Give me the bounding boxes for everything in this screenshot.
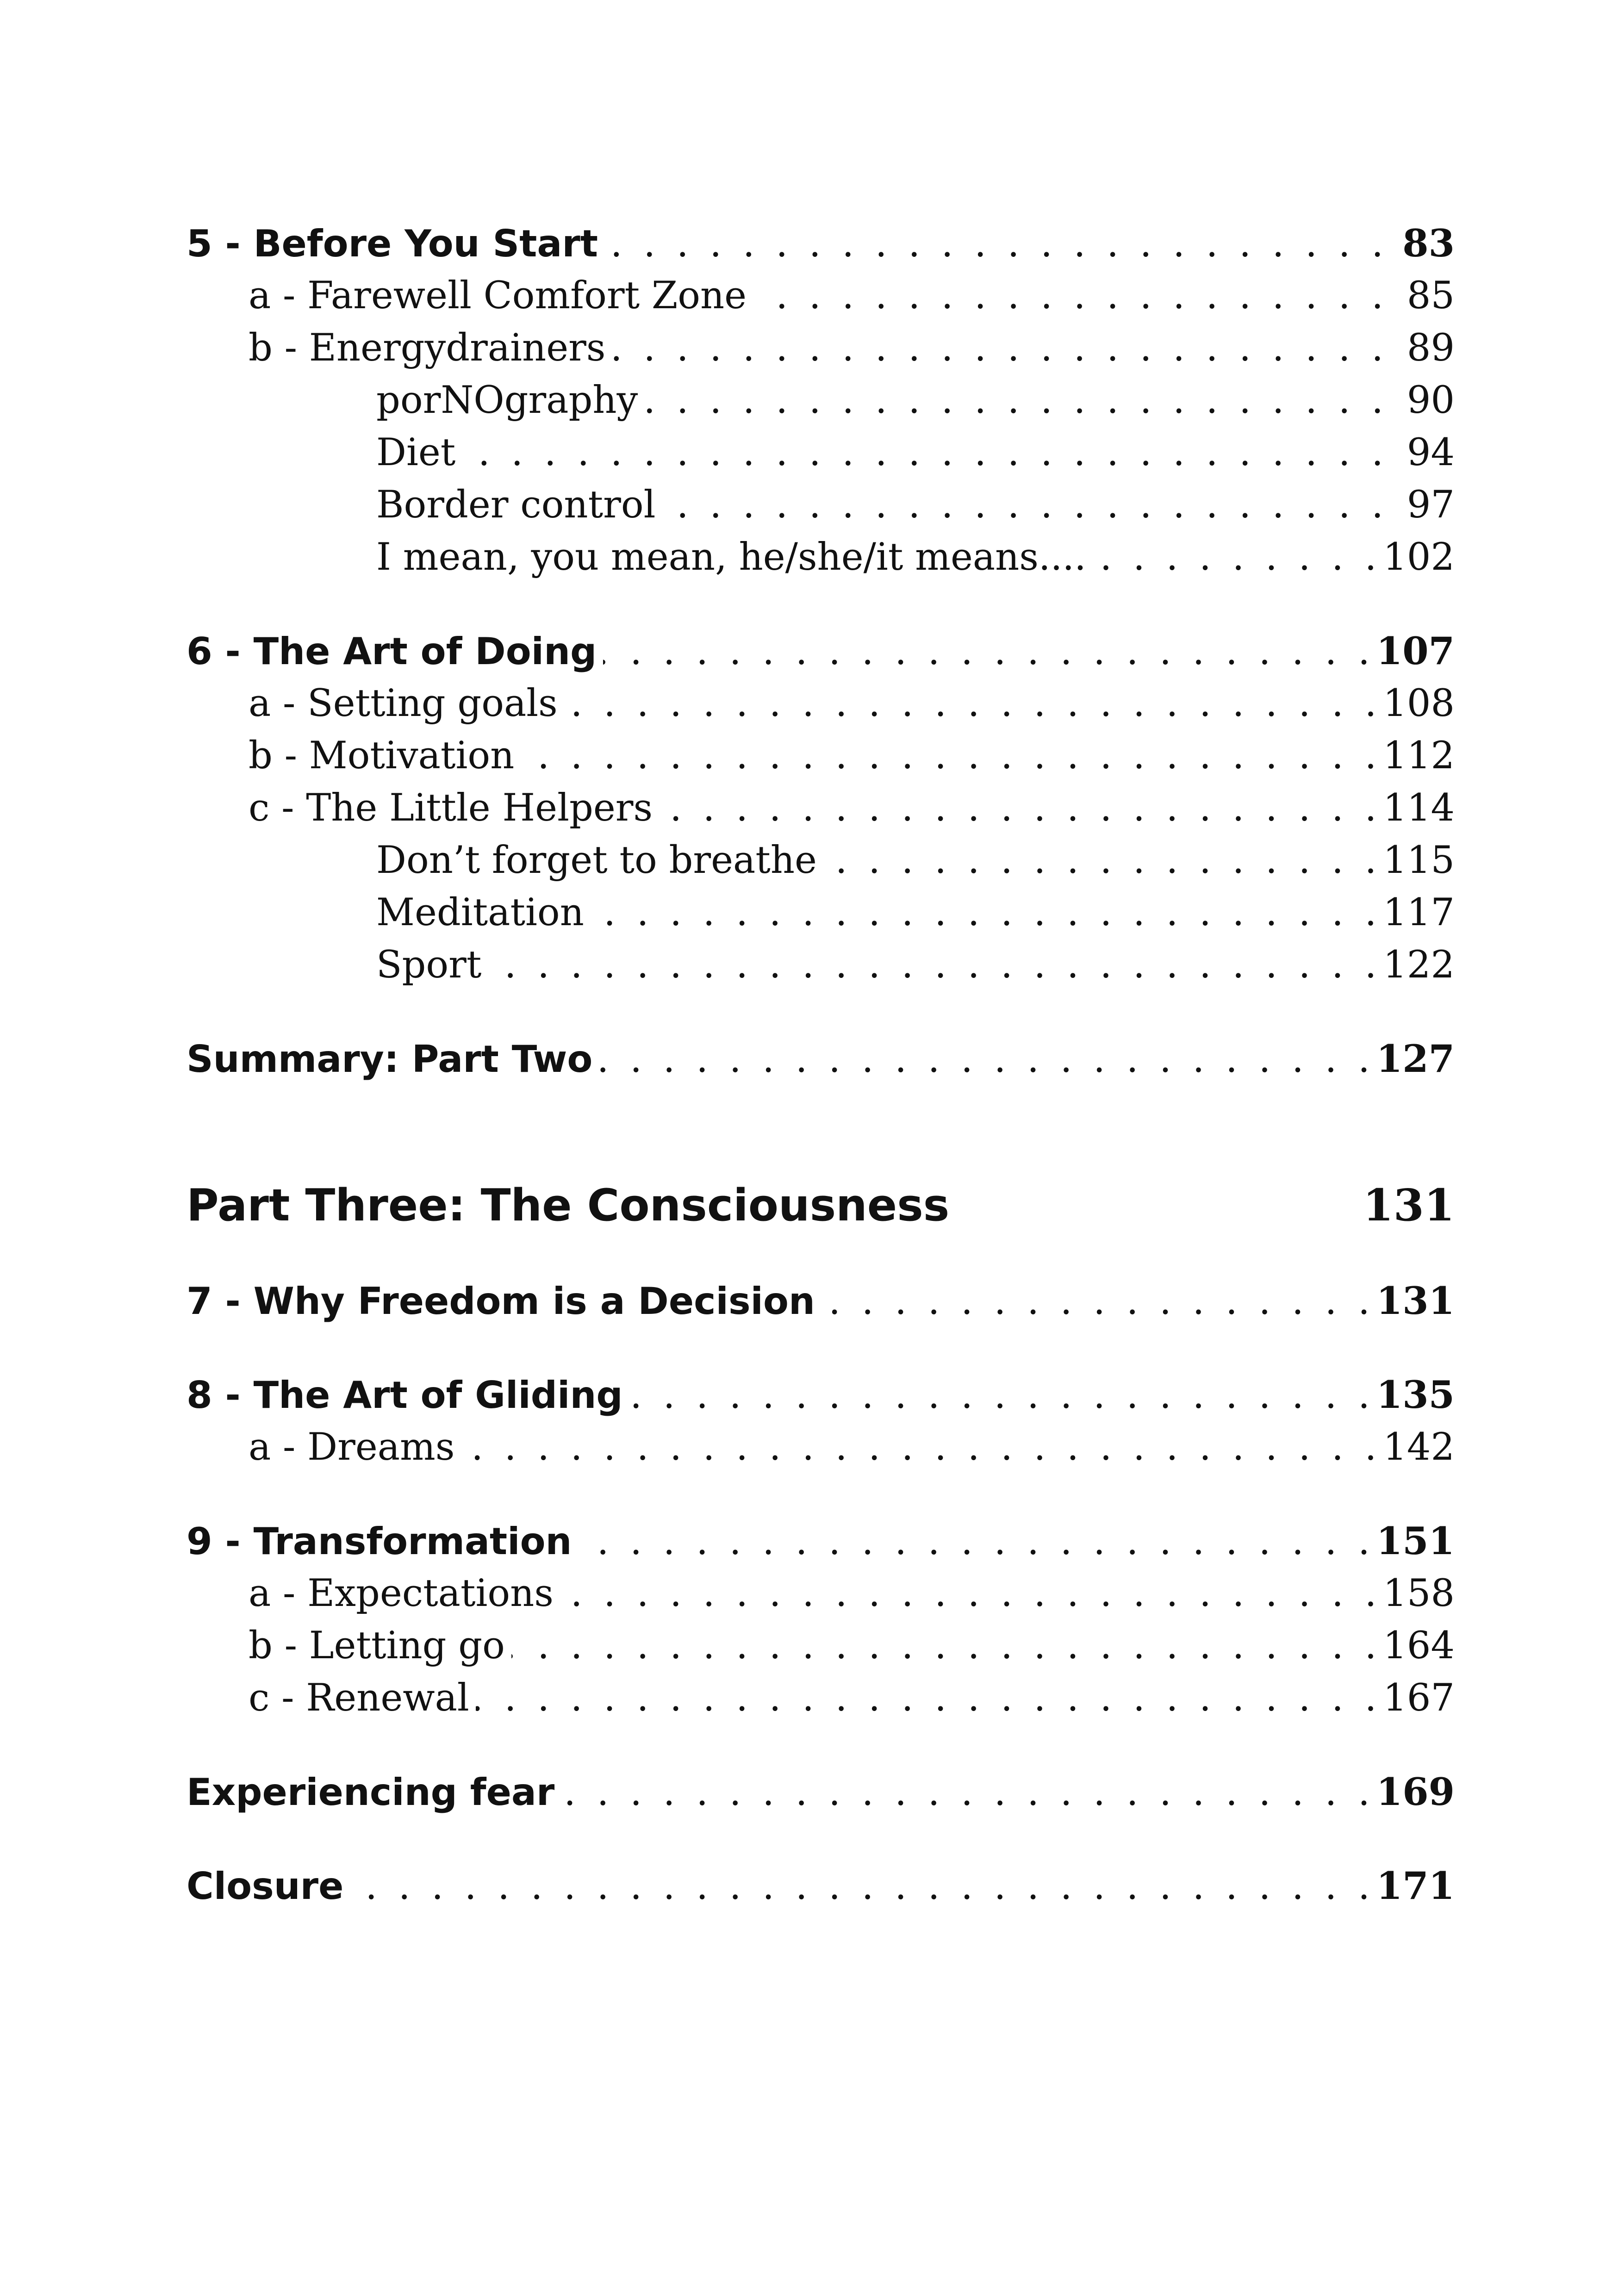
toc-entry-title: c - Renewal xyxy=(249,1676,469,1720)
toc-page-number: 158 xyxy=(1383,1572,1455,1615)
toc-page-number: 117 xyxy=(1383,891,1455,934)
leader-dots xyxy=(599,1033,1370,1086)
toc-page-number: 85 xyxy=(1406,274,1455,317)
toc-entry-title: a - Farewell Comfort Zone xyxy=(249,274,747,317)
leader-dots xyxy=(644,374,1383,427)
toc-section xyxy=(187,322,1455,374)
toc-section xyxy=(187,1421,1455,1474)
toc-chapter-6 xyxy=(187,625,1455,678)
leader-dots xyxy=(591,887,1377,939)
toc-page-number: 112 xyxy=(1383,734,1455,778)
toc-entry-title: Summary: Part Two xyxy=(187,1038,593,1081)
toc-experiencing-fear xyxy=(187,1766,1455,1818)
toc-page-number: 127 xyxy=(1376,1037,1455,1081)
toc-entry-title: I mean, you mean, he/she/it means.... xyxy=(376,535,1086,579)
toc-page-number: 167 xyxy=(1383,1676,1455,1720)
toc-page-number: 90 xyxy=(1406,379,1455,422)
toc-entry-title: Sport xyxy=(376,943,482,987)
toc-chapter-7 xyxy=(187,1275,1455,1327)
spacer xyxy=(187,1818,1455,1860)
toc-entry-title: b - Letting go xyxy=(249,1624,505,1668)
toc-page-number: 89 xyxy=(1406,326,1455,370)
toc-subsection xyxy=(187,887,1455,939)
leader-dots xyxy=(659,782,1376,834)
leader-dots xyxy=(579,1516,1370,1568)
toc-page-number: 135 xyxy=(1376,1373,1455,1417)
toc-entry-title: a - Expectations xyxy=(249,1572,554,1615)
leader-dots xyxy=(476,1672,1377,1724)
toc-entry-title: Don’t forget to breathe xyxy=(376,839,817,882)
toc-page-number: 169 xyxy=(1376,1770,1455,1814)
toc-entry-title: 9 - Transformation xyxy=(187,1520,572,1563)
leader-dots xyxy=(603,626,1370,678)
toc-page-number: 83 xyxy=(1402,222,1455,266)
toc-subsection xyxy=(187,531,1455,584)
toc-section xyxy=(187,782,1455,834)
leader-dots xyxy=(564,678,1377,730)
toc-entry-title: Diet xyxy=(376,431,456,474)
toc-entry-title: b - Energydrainers xyxy=(249,326,606,370)
spacer xyxy=(187,1724,1455,1766)
toc-entry-title: Meditation xyxy=(376,891,584,934)
toc-entry-title: a - Setting goals xyxy=(249,682,558,725)
toc-entry-title: 5 - Before You Start xyxy=(187,222,598,265)
leader-dots xyxy=(511,1620,1377,1672)
toc-page-number: 142 xyxy=(1383,1425,1455,1469)
leader-dots xyxy=(560,1568,1376,1620)
toc-section xyxy=(187,1672,1455,1724)
leader-dots xyxy=(604,218,1383,270)
toc-page-number: 108 xyxy=(1383,682,1455,725)
toc-page-number: 115 xyxy=(1383,839,1455,882)
toc-page-number: 114 xyxy=(1383,786,1455,830)
spacer xyxy=(187,1233,1455,1275)
table-of-contents xyxy=(187,218,1455,1912)
toc-summary-part-two xyxy=(187,1033,1455,1085)
toc-entry-title: b - Motivation xyxy=(249,734,515,778)
toc-entry-title: 8 - The Art of Gliding xyxy=(187,1374,623,1417)
toc-subsection xyxy=(187,427,1455,479)
toc-section xyxy=(187,678,1455,730)
part-title: Part Three: The Consciousness xyxy=(187,1180,950,1231)
leader-dots xyxy=(662,479,1383,531)
toc-entry-title: porNOgraphy xyxy=(376,379,638,422)
leader-dots xyxy=(561,1767,1370,1819)
toc-page-number: 131 xyxy=(1376,1279,1455,1323)
toc-subsection xyxy=(187,939,1455,991)
toc-chapter-9 xyxy=(187,1515,1455,1568)
toc-chapter-5 xyxy=(187,218,1455,270)
leader-dots xyxy=(1093,531,1376,584)
spacer xyxy=(187,1474,1455,1515)
toc-section xyxy=(187,1568,1455,1620)
spacer xyxy=(187,991,1455,1033)
leader-dots xyxy=(629,1369,1370,1422)
toc-page-number: 171 xyxy=(1376,1864,1455,1908)
toc-entry-title: a - Dreams xyxy=(249,1425,455,1469)
toc-entry-title: c - The Little Helpers xyxy=(249,786,653,830)
leader-dots xyxy=(823,834,1376,887)
toc-page-number: 102 xyxy=(1383,535,1455,579)
toc-chapter-8 xyxy=(187,1369,1455,1421)
toc-entry-title: Experiencing fear xyxy=(187,1771,555,1814)
leader-dots xyxy=(521,730,1376,782)
toc-part-heading xyxy=(187,1178,1455,1233)
leader-dots xyxy=(461,1421,1376,1474)
toc-page-number: 151 xyxy=(1376,1519,1455,1563)
toc-closure xyxy=(187,1860,1455,1912)
toc-entry-title: Border control xyxy=(376,483,656,527)
toc-section xyxy=(187,730,1455,782)
toc-page-number: 122 xyxy=(1383,943,1455,987)
leader-dots xyxy=(753,270,1383,322)
toc-subsection xyxy=(187,374,1455,427)
toc-section xyxy=(187,1620,1455,1672)
toc-page-number: 97 xyxy=(1406,483,1455,527)
spacer xyxy=(187,1327,1455,1369)
toc-page-number: 164 xyxy=(1383,1624,1455,1668)
spacer xyxy=(187,584,1455,625)
leader-dots xyxy=(462,427,1383,479)
leader-dots xyxy=(488,939,1376,991)
toc-subsection xyxy=(187,834,1455,887)
spacer xyxy=(187,1085,1455,1178)
toc-section xyxy=(187,270,1455,322)
leader-dots xyxy=(821,1276,1370,1328)
toc-entry-title: 6 - The Art of Doing xyxy=(187,630,597,673)
toc-entry-title: 7 - Why Freedom is a Decision xyxy=(187,1280,815,1323)
leader-dots xyxy=(612,322,1383,374)
toc-entry-title: Closure xyxy=(187,1865,344,1908)
toc-page-number: 131 xyxy=(1363,1180,1455,1231)
leader-dots xyxy=(350,1860,1370,1913)
toc-subsection xyxy=(187,479,1455,531)
toc-page-number: 107 xyxy=(1376,629,1455,673)
toc-page-number: 94 xyxy=(1406,431,1455,474)
